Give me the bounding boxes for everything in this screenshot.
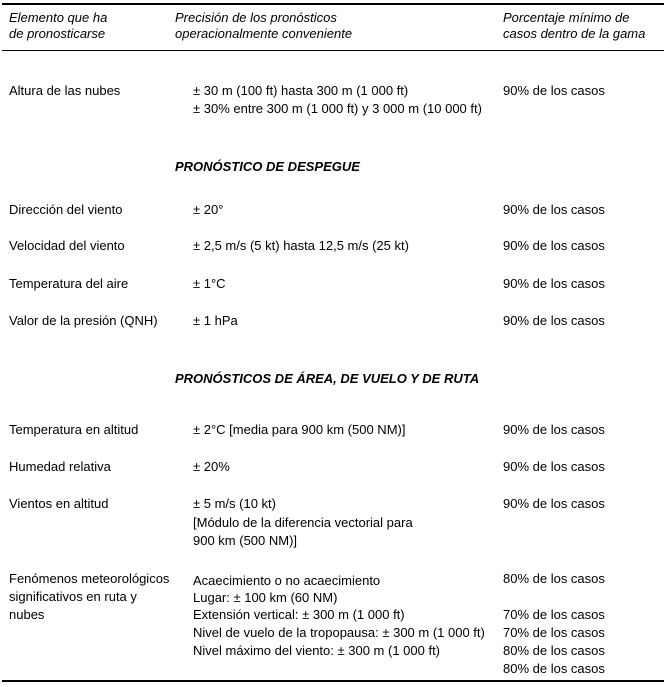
- row-accuracy-line: Acaecimiento o no acaecimiento: [193, 573, 381, 588]
- row-accuracy-line: ± 1 hPa: [193, 313, 238, 328]
- row-percent-line: 80% de los casos: [503, 571, 605, 586]
- header-element-line-2: de pronosticarse: [9, 26, 106, 41]
- row-percent: 90% de los casos: [503, 422, 605, 437]
- row-accuracy-line: ± 1°C: [193, 276, 226, 291]
- row-percent-line: 70% de los casos: [503, 625, 605, 640]
- row-element: Dirección del viento: [9, 202, 123, 217]
- header-accuracy-line-1: Precisión de los pronósticos: [175, 10, 337, 25]
- row-accuracy-line: ± 20°: [193, 202, 224, 217]
- header-percent-line-2: casos dentro de la gama: [503, 26, 646, 41]
- row-accuracy-line: ± 20%: [193, 459, 230, 474]
- row-element-line: significativos en ruta y: [9, 589, 137, 604]
- row-accuracy-line: ± 5 m/s (10 kt): [193, 496, 276, 511]
- header-element-line-1: Elemento que ha: [9, 10, 108, 25]
- row-percent-line: 80% de los casos: [503, 661, 605, 676]
- section-title-takeoff: PRONÓSTICO DE DESPEGUE: [175, 159, 360, 174]
- row-percent-line: 70% de los casos: [503, 607, 605, 622]
- table-top-rule: [2, 3, 664, 5]
- row-element-line: nubes: [9, 607, 45, 622]
- row-accuracy-line: ± 2°C [media para 900 km (500 NM)]: [193, 422, 406, 437]
- row-element-line: Fenómenos meteorológicos: [9, 571, 170, 586]
- row-element: Temperatura del aire: [9, 276, 129, 291]
- header-percent-line-1: Porcentaje mínimo de: [503, 10, 630, 25]
- table-bottom-rule: [2, 680, 664, 682]
- row-accuracy-line: Nivel de vuelo de la tropopausa: ± 300 m (1 000 ft): [193, 625, 485, 640]
- row-element: Velocidad del viento: [9, 238, 125, 253]
- section-title-area: PRONÓSTICOS DE ÁREA, DE VUELO Y DE RUTA: [175, 371, 480, 386]
- row-percent: 90% de los casos: [503, 313, 605, 328]
- row-percent: 90% de los casos: [503, 202, 605, 217]
- row-accuracy-line: ± 2,5 m/s (5 kt) hasta 12,5 m/s (25 kt): [193, 238, 409, 253]
- row-percent: 90% de los casos: [503, 238, 605, 253]
- row-accuracy-line: Extensión vertical: ± 300 m (1 000 ft): [193, 607, 405, 622]
- row-accuracy-line: 900 km (500 NM)]: [193, 533, 298, 548]
- row-element: Humedad relativa: [9, 459, 111, 474]
- row-accuracy-line: Lugar: ± 100 km (60 NM): [193, 590, 338, 605]
- row-percent: 90% de los casos: [503, 83, 605, 98]
- row-element: Valor de la presión (QNH): [9, 313, 158, 328]
- header-bottom-rule: [2, 50, 664, 51]
- row-percent-line: 80% de los casos: [503, 643, 605, 658]
- row-element: Temperatura en altitud: [9, 422, 139, 437]
- row-accuracy-line: ± 30% entre 300 m (1 000 ft) y 3 000 m (10 000 ft): [193, 101, 482, 116]
- row-percent: 90% de los casos: [503, 496, 605, 511]
- row-accuracy-line: Nivel máximo del viento: ± 300 m (1 000 ft): [193, 643, 441, 658]
- row-percent: 90% de los casos: [503, 459, 605, 474]
- row-percent: 90% de los casos: [503, 276, 605, 291]
- row-element: Vientos en altitud: [9, 496, 109, 511]
- row-accuracy-line: [Módulo de la diferencia vectorial para: [193, 515, 413, 530]
- row-element: Altura de las nubes: [9, 83, 121, 98]
- row-accuracy-line: ± 30 m (100 ft) hasta 300 m (1 000 ft): [193, 83, 409, 98]
- header-accuracy-line-2: operacionalmente conveniente: [175, 26, 353, 41]
